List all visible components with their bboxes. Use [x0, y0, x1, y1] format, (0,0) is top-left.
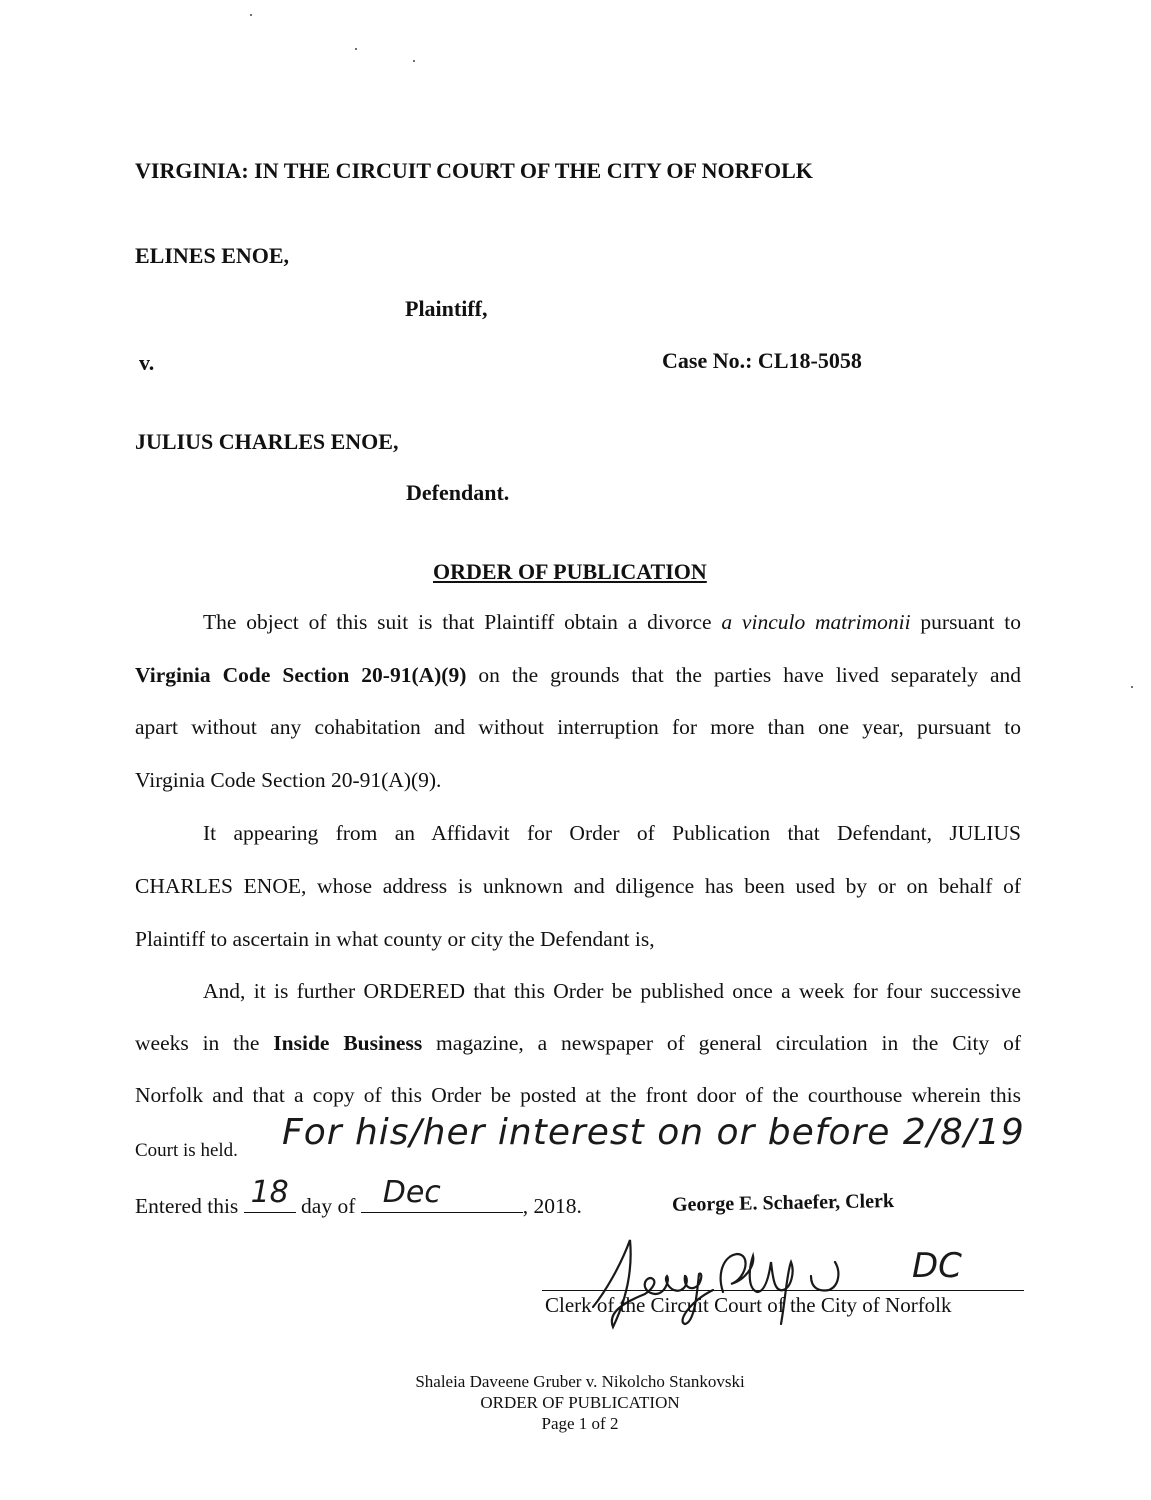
case-number: Case No.: CL18-5058 [662, 348, 862, 373]
page-footer [300, 1371, 860, 1434]
para3-line3: Norfolk and that a copy of this Order be posted at the front door of the courthouse wherein this [135, 1083, 1021, 1107]
entered-middle: day of [301, 1194, 356, 1218]
scan-speck [413, 60, 415, 62]
para1-line3: apart without any cohabitation and without interruption for more than one year, pursuant to [135, 715, 1021, 739]
para2-line1: It appearing from an Affidavit for Order of Publication that Defendant, JULIUS [203, 821, 1021, 845]
para1-line4: Virginia Code Section 20-91(A)(9). [135, 768, 442, 792]
day-blank [244, 1175, 296, 1213]
para3-line4: Court is held. [135, 1140, 238, 1161]
plaintiff-label: Plaintiff, [405, 296, 488, 321]
para3-line2: weeks in the Inside Business magazine, a newspaper of general circulation in the City of [135, 1031, 1022, 1055]
para3-line1: And, it is further ORDERED that this Order be published once a week for four successive [203, 979, 1021, 1003]
day-value: 18 [250, 1175, 289, 1210]
defendant-label: Defendant. [406, 480, 510, 505]
signature-suffix: DC [912, 1246, 962, 1286]
scan-speck [1131, 686, 1133, 688]
entered-line [135, 1175, 582, 1219]
document-title: ORDER OF PUBLICATION [433, 559, 707, 584]
entered-suffix: , 2018. [522, 1194, 582, 1218]
defendant-name: JULIUS CHARLES ENOE, [135, 429, 399, 454]
scan-speck [355, 48, 357, 50]
para1-line2: Virginia Code Section 20-91(A)(9) on the grounds that the parties have lived separately and [135, 663, 1021, 687]
month-value: Dec [382, 1175, 441, 1210]
footer-document-title: ORDER OF PUBLICATION [480, 1393, 680, 1412]
clerk-stamp: George E. Schaefer, Clerk [671, 1190, 895, 1216]
scan-speck [250, 14, 252, 16]
footer-page-number: Page 1 of 2 [541, 1414, 619, 1433]
para1-line1: The object of this suit is that Plaintiff obtain a divorce a vinculo matrimonii pursuant to [203, 610, 1021, 634]
para2-line2: CHARLES ENOE, whose address is unknown and diligence has been used by or on behalf of [135, 874, 1021, 898]
signature-line-label: Clerk of the Circuit Court of the City of Norfolk [545, 1293, 952, 1317]
court-heading: VIRGINIA: IN THE CIRCUIT COURT OF THE CITY OF NORFOLK [135, 158, 813, 183]
footer-case-caption: Shaleia Daveene Gruber v. Nikolcho Stankovski [415, 1372, 745, 1391]
para2-line3: Plaintiff to ascertain in what county or city the Defendant is, [135, 927, 655, 951]
month-blank [361, 1175, 523, 1213]
versus: v. [139, 350, 155, 375]
plaintiff-name: ELINES ENOE, [135, 243, 290, 268]
signature-line [542, 1290, 1024, 1291]
handwritten-deadline-note: For his/her interest on or before 2/8/19 [282, 1112, 1025, 1153]
entered-prefix: Entered this [135, 1194, 239, 1218]
